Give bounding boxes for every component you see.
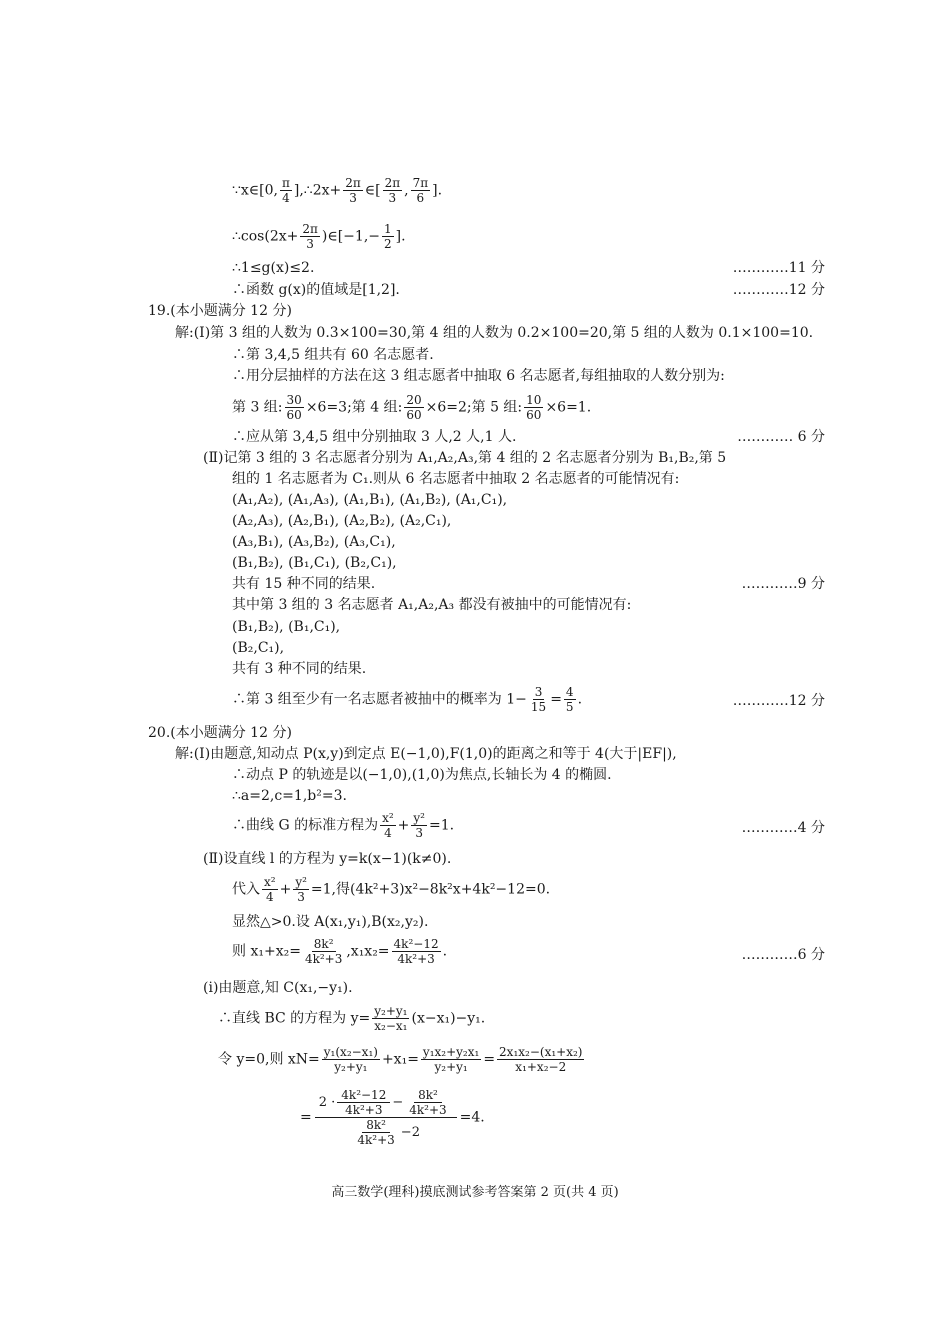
- fraction: $\frac{\text{2x₁x₂−(x₁+x₂)}}{\text{x₁+x₂−2}}$: [499, 1045, 583, 1074]
- fraction: $\frac{\text{y²}}{3}$: [413, 811, 425, 840]
- s19-line-10: (A₃,B₁), (A₃,B₂), (A₃,C₁),: [232, 534, 396, 550]
- s20-line-3: ∴a=2,c=1,b²=3.: [232, 788, 347, 804]
- s19-line-11: (B₁,B₂), (B₁,C₁), (B₂,C₁),: [232, 555, 397, 571]
- s19-line-16: 共有 3 种不同的结果.: [232, 661, 367, 677]
- s19-line-5: ∴应从第 3,4,5 组中分别抽取 3 人,2 人,1 人.: [232, 429, 517, 445]
- score-mark: …………12 分: [732, 693, 825, 709]
- compound-fraction: 2 · $\frac{\text{4k²−12}}{\text{4k²+3}}$ − $\frac{\text{8k²}}{\text{4k²+3}}$ $\frac{\text{8k²}}{\text{4k²+3}}$ −2: [315, 1088, 457, 1147]
- fraction: $\frac{20}{60}$: [406, 393, 422, 422]
- fraction: $\frac{\pi}{4}$: [282, 176, 290, 205]
- s19-line-8: (A₁,A₂), (A₁,A₃), (A₁,B₁), (A₁,B₂), (A₁,C₁),: [232, 492, 508, 508]
- fraction: $\frac{\text{8k²}}{\text{4k²+3}}$: [409, 1088, 447, 1117]
- s19-line-15: (B₂,C₁),: [232, 640, 285, 656]
- s20-line-11: 令 y=0,则 xN= $\frac{\text{y₁(x₂−x₁)}}{\text{y₂+y₁}}$ +x₁= $\frac{\text{y₁x₂+y₂x₁}}{\text{y₂+y₁}}$ = $\frac{\text{2x₁x₂−(x₁+x₂)}}{\text{x₁+x₂−2}}$: [218, 1045, 583, 1074]
- s19-line-6: (Ⅱ)记第 3 组的 3 名志愿者分别为 A₁,A₂,A₃,第 4 组的 2 名志愿者分别为 B₁,B₂,第 5: [203, 450, 727, 466]
- fraction: $\frac{\text{y₂+y₁}}{\text{x₂−x₁}}$: [374, 1004, 408, 1033]
- fraction: $\frac{\text{4k²−12}}{\text{4k²+3}}$: [337, 1088, 390, 1117]
- fraction: $\frac{\text{x²}}{4}$: [264, 875, 276, 904]
- fraction: $\frac{1}{2}$: [384, 222, 392, 251]
- s20-line-10: ∴直线 BC 的方程为 y= $\frac{\text{y₂+y₁}}{\text{x₂−x₁}}$ (x−x₁)−y₁.: [218, 1004, 486, 1033]
- s20-line-9: (i)由题意,知 C(x₁,−y₁).: [203, 980, 353, 996]
- fraction: $\frac{2\pi}{3}$: [345, 176, 361, 205]
- fraction: $\frac{10}{60}$: [526, 393, 542, 422]
- fraction: $\frac{\text{y²}}{3}$: [295, 875, 307, 904]
- fraction: $\frac{2\pi}{3}$: [384, 176, 401, 205]
- s19-line-9: (A₂,A₃), (A₂,B₁), (A₂,B₂), (A₂,C₁),: [232, 513, 452, 529]
- fraction: $\frac{3}{15}$: [530, 685, 547, 714]
- s18-line-3: ∴1≤g(x)≤2.: [232, 260, 315, 276]
- s20-line-8: 则 x₁+x₂= $\frac{\text{8k²}}{\text{4k²+3}}$ ,x₁x₂= $\frac{\text{4k²−12}}{\text{4k²+3}}$ .: [232, 937, 448, 966]
- s20-line-12: = 2 · $\frac{\text{4k²−12}}{\text{4k²+3}}$ − $\frac{\text{8k²}}{\text{4k²+3}}$ $\frac{\text{8k²}}{\text{4k²+3}}$ −2 =4.: [300, 1088, 485, 1147]
- s20-line-1: 解:(Ⅰ)由题意,知动点 P(x,y)到定点 E(−1,0),F(1,0)的距离之和等于 4(大于|EF|),: [175, 746, 677, 762]
- fraction: $\frac{\text{x²}}{4}$: [382, 811, 394, 840]
- fraction: $\frac{30}{60}$: [286, 393, 302, 422]
- fraction: $\frac{7\pi}{6}$: [412, 176, 429, 205]
- s19-line-12: 共有 15 种不同的结果.: [232, 576, 376, 592]
- fraction: $\frac{\text{y₁(x₂−x₁)}}{\text{y₂+y₁}}$: [323, 1045, 378, 1074]
- s19-line-14: (B₁,B₂), (B₁,C₁),: [232, 619, 341, 635]
- page-footer: 高三数学(理科)摸底测试参考答案第 2 页(共 4 页): [331, 1185, 619, 1200]
- s19-line-17: ∴第 3 组至少有一名志愿者被抽中的概率为 1− $\frac{3}{15}$ = $\frac{4}{5}$ .: [232, 685, 583, 714]
- s20-line-6: 代入 $\frac{\text{x²}}{4}$ + $\frac{\text{y²}}{3}$ =1,得(4k²+3)x²−8k²x+4k²−12=0.: [232, 875, 551, 904]
- question-19-heading: 19.(本小题满分 12 分): [148, 303, 292, 319]
- s18-line-2: ∴cos(2x+ $\frac{2\pi}{3}$ )∈[−1,− $\frac{1}{2}$ ].: [232, 222, 406, 251]
- score-mark: ………… 6 分: [737, 429, 825, 445]
- s19-line-7: 组的 1 名志愿者为 C₁.则从 6 名志愿者中抽取 2 名志愿者的可能情况有:: [232, 471, 680, 487]
- s18-line-4: ∴函数 g(x)的值域是[1,2].: [232, 282, 400, 298]
- fraction: $\frac{\text{8k²}}{\text{4k²+3}}$: [357, 1118, 395, 1147]
- s20-line-7: 显然△>0.设 A(x₁,y₁),B(x₂,y₂).: [232, 914, 429, 930]
- s20-line-4: ∴曲线 G 的标准方程为 $\frac{\text{x²}}{4}$ + $\frac{\text{y²}}{3}$ =1.: [232, 811, 455, 840]
- question-20-heading: 20.(本小题满分 12 分): [148, 725, 292, 741]
- s18-line-1: ∵x∈[0, $\frac{\pi}{4}$ ],∴2x+ $\frac{2\pi}{3}$ ∈[ $\frac{2\pi}{3}$ , $\frac{7\pi}{6}$ ].: [232, 176, 443, 205]
- score-mark: …………6 分: [741, 947, 825, 963]
- s19-line-1: 解:(Ⅰ)第 3 组的人数为 0.3×100=30,第 4 组的人数为 0.2×100=20,第 5 组的人数为 0.1×100=10.: [175, 325, 814, 341]
- fraction: $\frac{4}{5}$: [565, 685, 574, 714]
- score-mark: …………12 分: [732, 282, 825, 298]
- score-mark: …………9 分: [741, 576, 825, 592]
- s20-line-2: ∴动点 P 的轨迹是以(−1,0),(1,0)为焦点,长轴长为 4 的椭圆.: [232, 767, 612, 783]
- s20-line-5: (Ⅱ)设直线 l 的方程为 y=k(x−1)(k≠0).: [203, 851, 452, 867]
- score-mark: …………11 分: [732, 260, 825, 276]
- fraction: $\frac{2\pi}{3}$: [302, 222, 318, 251]
- s19-line-13: 其中第 3 组的 3 名志愿者 A₁,A₂,A₃ 都没有被抽中的可能情况有:: [232, 597, 632, 613]
- s19-line-3: ∴用分层抽样的方法在这 3 组志愿者中抽取 6 名志愿者,每组抽取的人数分别为:: [232, 368, 725, 384]
- s19-line-4: 第 3 组: $\frac{30}{60}$ ×6=3;第 4 组: $\frac{20}{60}$ ×6=2;第 5 组: $\frac{10}{60}$ ×6=1.: [232, 393, 592, 422]
- fraction: $\frac{\text{y₁x₂+y₂x₁}}{\text{y₂+y₁}}$: [422, 1045, 480, 1074]
- fraction: $\frac{\text{8k²}}{\text{4k²+3}}$: [304, 937, 343, 966]
- s19-line-2: ∴第 3,4,5 组共有 60 名志愿者.: [232, 347, 434, 363]
- fraction: $\frac{\text{4k²−12}}{\text{4k²+3}}$: [393, 937, 439, 966]
- score-mark: …………4 分: [741, 820, 825, 836]
